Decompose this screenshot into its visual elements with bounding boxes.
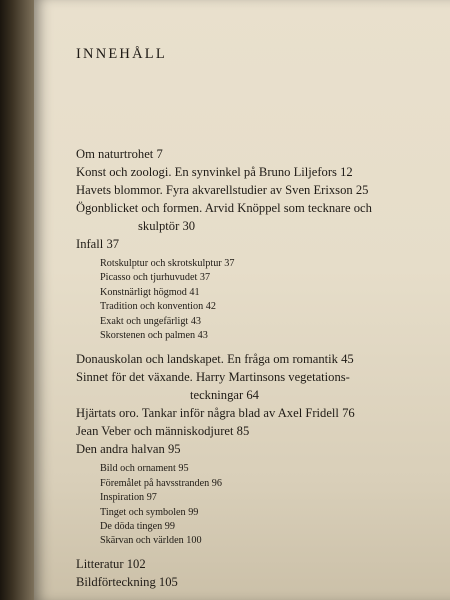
entry-title: Donauskolan och landskapet. En fråga om romantik (76, 352, 338, 367)
subentry-page: 99 (164, 521, 175, 533)
toc-subentry (76, 329, 438, 343)
entry-page: 95 (167, 442, 181, 457)
subentry-title: Bild och ornament (100, 463, 176, 475)
toc-entry (76, 555, 438, 573)
entry-page: 37 (106, 237, 120, 251)
toc-subentry (76, 286, 438, 300)
entry-page: 105 (158, 574, 178, 589)
toc-subgroup-infall (76, 257, 438, 343)
entry-page: 102 (126, 556, 146, 571)
table-of-contents (76, 0, 446, 600)
subentry-page: 41 (189, 286, 200, 298)
subentry-page: 95 (178, 463, 189, 475)
subentry-page: 43 (197, 330, 208, 342)
toc-subgroup-andra-halvan (76, 462, 438, 548)
toc-entry (76, 163, 438, 181)
toc-subentry (76, 534, 438, 548)
subentry-page: 100 (186, 535, 202, 547)
entry-title: Jean Veber och människodjuret (76, 424, 234, 439)
toc-group-end (76, 555, 438, 591)
toc-entry (76, 199, 438, 235)
toc-subentry (76, 271, 438, 285)
entry-page: 64 (246, 388, 259, 403)
entry-title: Hjärtats oro. Tankar inför några blad av Axel Fridell (76, 406, 339, 421)
subentry-title: Tradition och konvention (100, 301, 204, 313)
entry-page: 30 (182, 219, 196, 233)
entry-title-cont-text: skulptör (138, 219, 180, 233)
toc-subentry (76, 315, 438, 329)
subentry-title: Konstnärligt högmod (100, 286, 187, 298)
toc-subentry (76, 300, 438, 314)
subentry-title: Exakt och ungefärligt (100, 315, 189, 327)
subentry-page: 96 (211, 477, 222, 489)
toc-subentry (76, 520, 438, 534)
toc-list (76, 145, 438, 591)
subentry-page: 37 (199, 272, 211, 284)
entry-title-continuation (76, 217, 438, 235)
subentry-page: 42 (205, 301, 216, 313)
toc-entry (76, 145, 438, 163)
entry-page: 7 (156, 147, 163, 161)
entry-title: Sinnet för det växande. Harry Martinsons vegetations- (76, 370, 350, 385)
toc-subentry (76, 257, 438, 271)
toc-entry (76, 350, 438, 368)
subentry-title: Inspiration (100, 492, 145, 504)
entry-title: Litteratur (76, 556, 124, 571)
subentry-title: Tinget och symbolen (100, 506, 186, 518)
toc-entry (76, 573, 438, 591)
subentry-title: Föremålet på havsstranden (100, 477, 210, 489)
entry-title: Bildförteckning (76, 574, 156, 589)
toc-group-main (76, 145, 438, 253)
toc-entry (76, 440, 438, 458)
subentry-title: Skärvan och världen (100, 535, 184, 547)
entry-title: Infall (76, 237, 104, 251)
subentry-page: 37 (224, 258, 235, 269)
entry-title: Den andra halvan (76, 442, 165, 457)
entry-title: Om naturtrohet (76, 147, 154, 161)
page-heading: INNEHÅLL (76, 46, 167, 62)
entry-page: 25 (355, 183, 369, 197)
subentry-title: Rotskulptur och skrotskulptur (100, 258, 222, 269)
toc-subentry (76, 506, 438, 520)
subentry-page: 97 (146, 492, 157, 504)
entry-title-cont-text: teckningar (190, 388, 244, 403)
entry-page: 76 (342, 406, 355, 421)
toc-subentry (76, 462, 438, 476)
entry-page: 45 (341, 352, 354, 367)
toc-entry (76, 422, 438, 440)
entry-title: Ögonblicket och formen. Arvid Knöppel som tecknare och (76, 201, 372, 215)
toc-group-second (76, 350, 438, 458)
subentry-page: 99 (188, 506, 199, 518)
toc-subentry (76, 491, 438, 505)
entry-page: 12 (340, 165, 353, 179)
entry-page: 85 (236, 424, 250, 439)
toc-entry (76, 181, 438, 199)
toc-entry (76, 235, 438, 253)
toc-entry (76, 368, 438, 404)
subentry-title: De döda tingen (100, 521, 163, 533)
subentry-title: Picasso och tjurhuvudet (100, 272, 198, 284)
subentry-page: 43 (190, 315, 201, 327)
toc-subentry (76, 477, 438, 491)
subentry-title: Skorstenen och palmen (100, 330, 196, 342)
entry-title: Havets blommor. Fyra akvarellstudier av Sven Erixson (76, 183, 353, 197)
toc-entry (76, 404, 438, 422)
entry-title-continuation (76, 386, 438, 404)
entry-title: Konst och zoologi. En synvinkel på Bruno Liljefors (76, 165, 337, 179)
